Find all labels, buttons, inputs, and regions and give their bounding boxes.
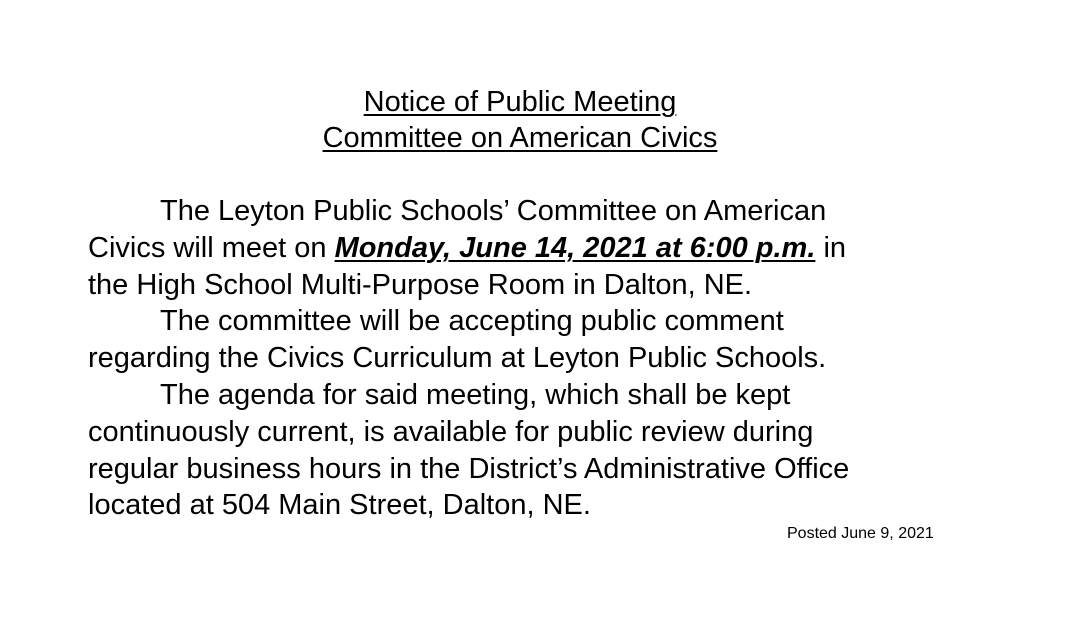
notice-body <box>88 193 968 524</box>
meeting-date-time: Monday, June 14, 2021 at 6:00 p.m. <box>334 231 816 264</box>
paragraph-1-line-2 <box>88 230 968 267</box>
meeting-intro-suffix: in <box>815 231 847 264</box>
paragraph-3-line-3: regular business hours in the District’s Administrative Office <box>88 452 850 485</box>
paragraph-1-line-1: The Leyton Public Schools’ Committee on American <box>160 195 827 227</box>
meeting-intro-text: Civics will meet on <box>88 231 335 264</box>
paragraph-1-line-3: the High School Multi-Purpose Room in Dalton, NE. <box>88 268 753 301</box>
notice-title-line-2: Committee on American Civics <box>322 122 718 154</box>
posted-date: Posted June 9, 2021 <box>787 525 934 542</box>
notice-title-line-1: Notice of Public Meeting <box>363 86 677 118</box>
notice-title <box>0 84 1040 156</box>
paragraph-3-line-4: located at 504 Main Street, Dalton, NE. <box>88 489 591 522</box>
paragraph-2-line-2: regarding the Civics Curriculum at Leyton Public Schools. <box>88 342 827 375</box>
paragraph-3-line-1: The agenda for said meeting, which shall be kept <box>160 378 791 411</box>
paragraph-3-line-2: continuously current, is available for public review during <box>88 415 814 448</box>
paragraph-2-line-1: The committee will be accepting public comment <box>160 305 784 338</box>
